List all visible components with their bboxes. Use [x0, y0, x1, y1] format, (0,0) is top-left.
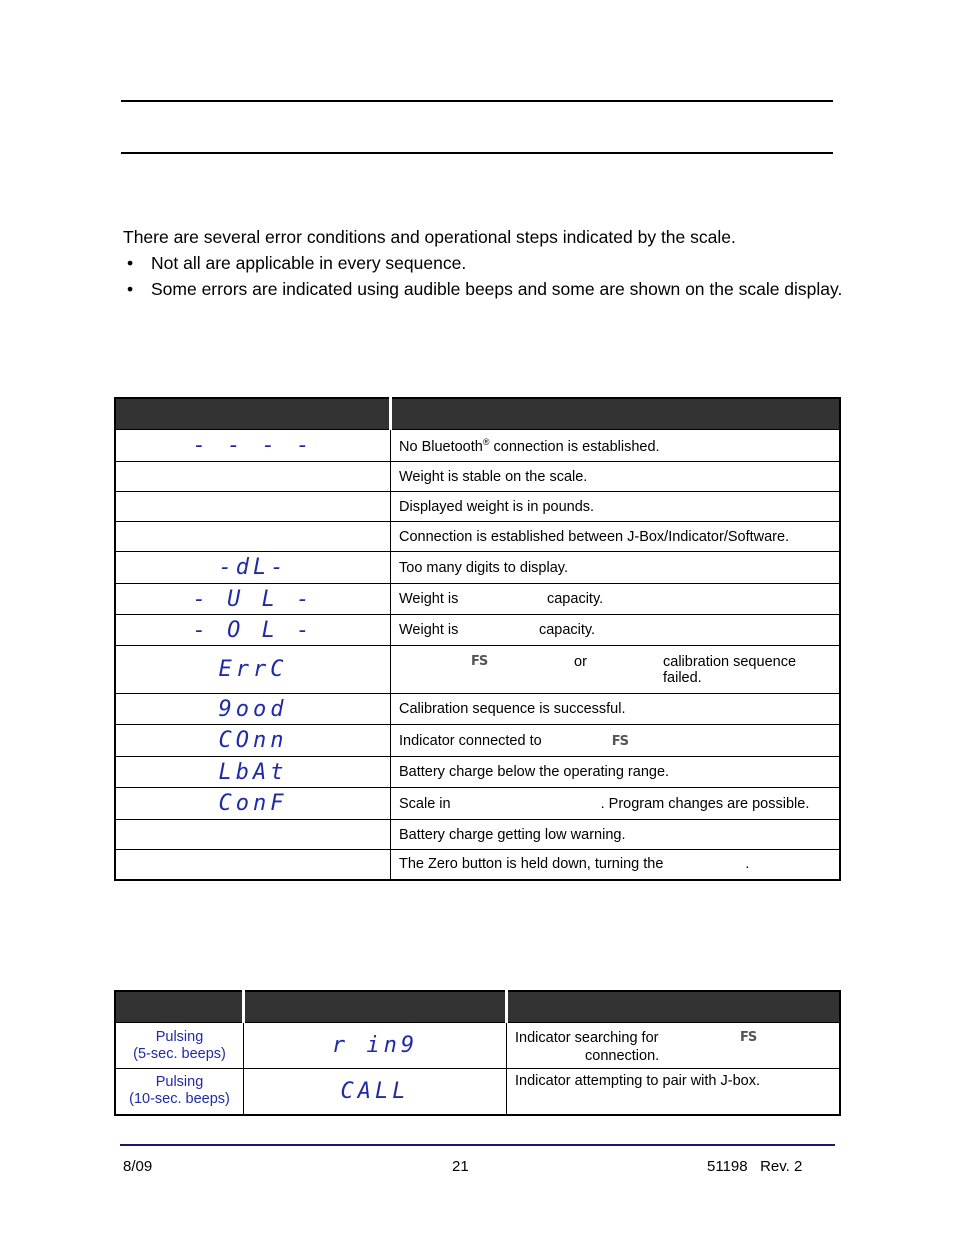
table-header — [115, 398, 840, 430]
display-code: 9ood — [115, 694, 391, 725]
header-cell — [115, 991, 244, 1023]
table-row — [115, 552, 840, 584]
beep-interval: (5-sec. beeps) — [133, 1045, 226, 1062]
header-cell — [507, 991, 841, 1023]
header-cell — [115, 398, 391, 430]
display-code: r in9 — [244, 1023, 507, 1069]
code-description — [391, 850, 841, 880]
display-code: - U L - — [115, 584, 391, 615]
code-description: Weight is capacity. — [391, 615, 841, 646]
bullet-text: Not all are applicable in every sequence. — [151, 253, 467, 273]
desc-text: Indicator searching for — [515, 1029, 659, 1046]
fs-logo-icon: FS — [740, 1029, 757, 1045]
desc-text: The Zero button is held down, turning the — [399, 856, 664, 873]
code-description: Battery charge below the operating range. — [391, 757, 841, 788]
desc-text: Indicator connected to — [399, 732, 542, 749]
bullet-text: Some errors are indicated using audible beeps and some are shown on the scale display. — [151, 279, 843, 299]
table-row — [115, 615, 840, 646]
intro-section — [123, 226, 843, 304]
table-row — [115, 430, 840, 462]
desc-text: Scale in — [399, 795, 451, 812]
table-row — [115, 492, 840, 522]
header-cell — [391, 398, 841, 430]
footer-date: 8/09 — [123, 1158, 153, 1175]
table-row — [115, 462, 840, 492]
code-description: Displayed weight is in pounds. — [391, 492, 841, 522]
bullet-item — [123, 278, 843, 300]
beep-label: Pulsing — [155, 1074, 204, 1091]
code-description — [507, 1023, 841, 1069]
footer-doc-number: 51198 Rev. 2 — [707, 1158, 803, 1175]
beep-codes-table — [114, 990, 841, 1116]
table-row — [115, 584, 840, 615]
code-description — [391, 646, 841, 694]
table-row — [115, 757, 840, 788]
footer-page-number: 21 — [452, 1158, 469, 1175]
display-code — [115, 820, 391, 850]
beep-pattern — [115, 1023, 244, 1069]
table-row — [115, 850, 840, 880]
display-code — [115, 462, 391, 492]
fs-logo-icon: FS — [471, 653, 488, 669]
bullet-icon: • — [127, 279, 134, 299]
code-description — [391, 788, 841, 820]
table-row — [115, 788, 840, 820]
display-code: - O L - — [115, 615, 391, 646]
display-codes-table — [114, 397, 841, 881]
display-code — [115, 492, 391, 522]
code-description: Battery charge getting low warning. — [391, 820, 841, 850]
code-description — [391, 725, 841, 757]
display-code: -dL- — [115, 552, 391, 584]
display-code: ErrC — [115, 646, 391, 694]
header-rule — [121, 152, 833, 154]
display-code — [115, 850, 391, 880]
code-description: Weight is stable on the scale. — [391, 462, 841, 492]
beep-pattern — [115, 1069, 244, 1115]
desc-text: . — [745, 856, 750, 873]
footer-rule — [120, 1144, 835, 1146]
desc-text: connection. — [585, 1047, 660, 1064]
code-description: Indicator attempting to pair with J-box. — [507, 1069, 841, 1115]
code-description: Weight is capacity. — [391, 584, 841, 615]
intro-paragraph: There are several error conditions and operational steps indicated by the scale. — [123, 227, 736, 247]
table-row — [115, 694, 840, 725]
table-row — [115, 646, 840, 694]
intro-bullets — [123, 252, 843, 300]
code-description: No Bluetooth® connection is established. — [391, 430, 841, 462]
header-cell — [244, 991, 507, 1023]
fs-logo-icon: FS — [611, 733, 628, 749]
table-row — [115, 725, 840, 757]
desc-text: calibration sequence failed. — [663, 653, 797, 686]
bullet-icon: • — [127, 253, 134, 273]
display-code — [115, 522, 391, 552]
code-description: Connection is established between J-Box/Indicator/Software. — [391, 522, 841, 552]
table-row — [115, 1069, 840, 1115]
beep-interval: (10-sec. beeps) — [129, 1091, 230, 1108]
table-header — [115, 991, 840, 1023]
table-row — [115, 1023, 840, 1069]
table-row — [115, 820, 840, 850]
beep-label: Pulsing — [155, 1028, 204, 1045]
desc-text: or — [574, 653, 587, 670]
display-code: CALL — [244, 1069, 507, 1115]
display-code: LbAt — [115, 757, 391, 788]
table-row — [115, 522, 840, 552]
desc-text: . Program changes are possible. — [600, 795, 810, 812]
bullet-item — [123, 252, 843, 274]
top-rule — [121, 100, 833, 102]
display-code: ConF — [115, 788, 391, 820]
display-code: - - - - — [115, 430, 391, 462]
display-code: COnn — [115, 725, 391, 757]
code-description: Calibration sequence is successful. — [391, 694, 841, 725]
code-description: Too many digits to display. — [391, 552, 841, 584]
